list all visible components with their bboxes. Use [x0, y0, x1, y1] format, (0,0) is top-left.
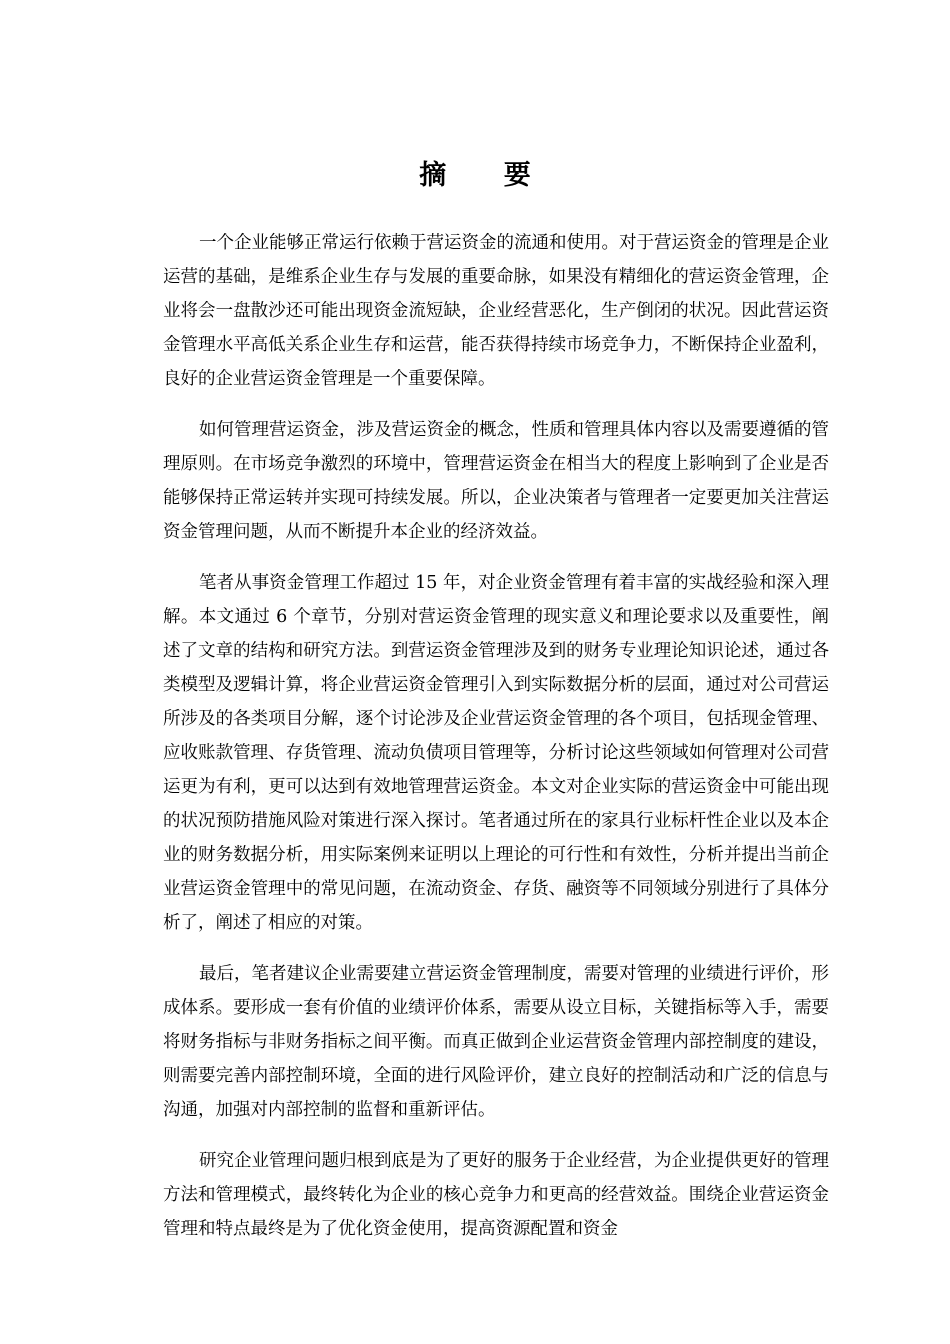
paragraph-4: 最后，笔者建议企业需要建立营运资金管理制度，需要对管理的业绩进行评价，形成体系。要形成一套有价值的业绩评价体系，需要从设立目标，关键指标等入手，需要将财务指标与非财务指标之间平衡。而真正做到企业运营资金管理内部控制度的建设，则需要完善内部控制环境，全面的进行风险评价，建立良好的控制活动和广泛的信息与沟通，加强对内部控制的监督和重新评估。 — [163, 964, 829, 1120]
paragraph-2: 如何管理营运资金，涉及营运资金的概念，性质和管理具体内容以及需要遵循的管理原则。在市场竞争激烈的环境中，管理营运资金在相当大的程度上影响到了企业是否能够保持正常运转并实现可持续发展。所以，企业决策者与管理者一定要更加关注营运资金管理问题，从而不断提升本企业的经济效益。 — [163, 420, 829, 542]
paragraph-3: 笔者从事资金管理工作超过 15 年，对企业资金管理有着丰富的实战经验和深入理解。本文通过 6 个章节，分别对营运资金管理的现实意义和理论要求以及重要性，阐述了文章的结构和研究方法。到营运资金管理涉及到的财务专业理论知识论述，通过各类模型及逻辑计算，将企业营运资金管理引入到实际数据分析的层面，通过对公司营运所涉及的各类项目分解，逐个讨论涉及企业营运资金管理的各个项目，包括现金管理、应收账款管理、存货管理、流动负债项目管理等，分析讨论这些领域如何管理对公司营运更为有利，更可以达到有效地管理营运资金。本文对企业实际的营运资金中可能出现的状况预防措施风险对策进行深入探讨。笔者通过所在的家具行业标杆性企业以及本企业的财务数据分析，用实际案例来证明以上理论的可行性和有效性，分析并提出当前企业营运资金管理中的常见问题，在流动资金、存货、融资等不同领域分别进行了具体分析了，阐述了相应的对策。 — [163, 573, 829, 933]
paragraph-5: 研究企业管理问题归根到底是为了更好的服务于企业经营，为企业提供更好的管理方法和管理模式，最终转化为企业的核心竞争力和更高的经营效益。围绕企业营运资金管理和特点最终是为了优化资金使用，提高资源配置和资金 — [163, 1151, 829, 1239]
page-title: 摘 要 — [419, 160, 555, 191]
abstract-body — [163, 226, 829, 1263]
paragraph-1: 一个企业能够正常运行依赖于营运资金的流通和使用。对于营运资金的管理是企业运营的基础，是维系企业生存与发展的重要命脉，如果没有精细化的营运资金管理，企业将会一盘散沙还可能出现资金流短缺，企业经营恶化，生产倒闭的状况。因此营运资金管理水平高低关系企业生存和运营，能否获得持续市场竞争力，不断保持企业盈利，良好的企业营运资金管理是一个重要保障。 — [163, 233, 829, 389]
